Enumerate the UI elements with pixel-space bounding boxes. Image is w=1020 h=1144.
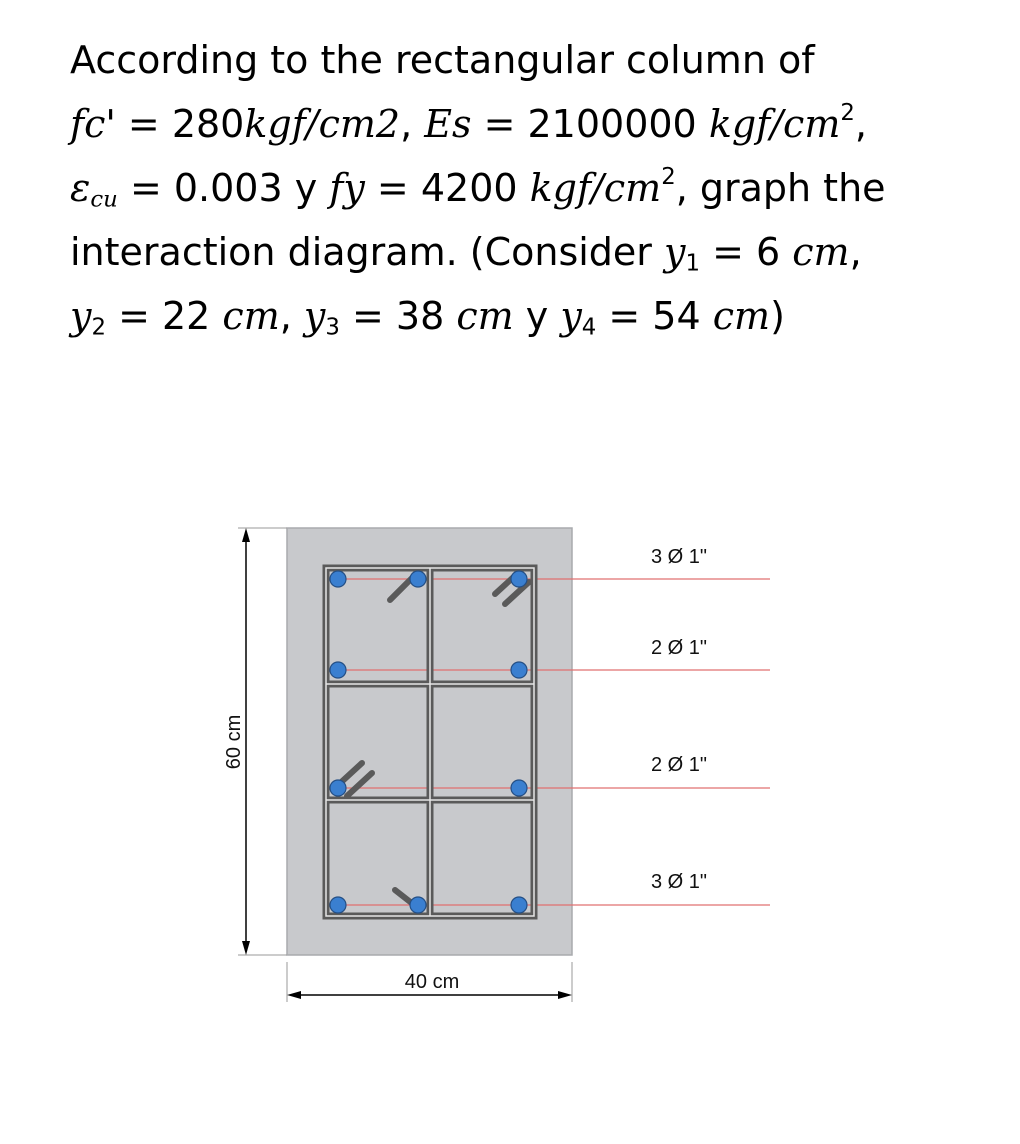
y2-subscript: 2 — [91, 314, 106, 341]
ecu-subscript: cu — [90, 186, 118, 213]
arrow-down-icon — [242, 941, 250, 955]
fy-unit: kgf/cm — [529, 166, 662, 210]
ecu-symbol: ε — [70, 166, 91, 210]
width-dimension — [287, 962, 572, 1002]
y1-subscript: 1 — [685, 250, 700, 277]
fc-unit: kgf/cm2 — [244, 102, 401, 146]
bar-row-label-4: 3 Ø 1" — [651, 871, 708, 893]
fy-exponent: 2 — [661, 163, 676, 190]
fc-equals: = — [115, 102, 172, 146]
fc-prime: ' — [105, 102, 116, 146]
height-dimension — [223, 528, 287, 955]
rebar — [330, 897, 346, 913]
bar-row-label-2: 2 Ø 1" — [651, 637, 708, 659]
y4-equals: = 54 — [596, 294, 713, 338]
separator: , — [849, 230, 862, 274]
es-unit: kgf/cm — [708, 102, 841, 146]
es-symbol: Es — [424, 102, 472, 146]
connector-y: y — [513, 294, 561, 338]
arrow-up-icon — [242, 528, 250, 542]
es-value: 2100000 — [527, 102, 709, 146]
y2-equals: = 22 — [105, 294, 223, 338]
y1-unit: cm — [792, 230, 850, 274]
fy-equals: = 4200 — [364, 166, 530, 210]
arrow-right-icon — [558, 991, 572, 999]
width-label: 40 cm — [404, 971, 460, 993]
y2-unit: cm — [222, 294, 280, 338]
fc-value: 280 — [171, 102, 245, 146]
ecu-equals: = 0.003 y — [117, 166, 330, 210]
y3-symbol: y — [303, 294, 326, 338]
rebar — [511, 780, 527, 796]
fy-symbol: fy — [329, 166, 365, 210]
rebar — [410, 897, 426, 913]
rebar — [330, 662, 346, 678]
separator: , — [854, 102, 867, 146]
arrow-left-icon — [287, 991, 301, 999]
rebar — [511, 571, 527, 587]
es-equals: = — [471, 102, 528, 146]
closing-paren: ) — [770, 294, 785, 338]
bar-row-label-1: 3 Ø 1" — [651, 546, 708, 568]
separator: , — [279, 294, 304, 338]
y4-symbol: y — [560, 294, 582, 338]
y3-subscript: 3 — [325, 314, 340, 341]
fc-symbol: fc — [70, 102, 106, 146]
y4-subscript: 4 — [581, 314, 597, 341]
height-label: 60 cm — [223, 714, 245, 770]
rebar — [511, 662, 527, 678]
y1-symbol: y — [664, 230, 686, 274]
y4-unit: cm — [712, 294, 771, 338]
y2-symbol: y — [70, 294, 92, 338]
rebar — [511, 897, 527, 913]
y3-equals: = 38 — [339, 294, 457, 338]
y3-unit: cm — [456, 294, 514, 338]
rebar — [330, 571, 346, 587]
bar-row-label-3: 2 Ø 1" — [651, 754, 708, 776]
line-3-tail: , graph the — [675, 166, 886, 210]
rebar — [410, 571, 426, 587]
line-4-text: interaction diagram. (Consider — [70, 230, 665, 274]
y1-equals: = 6 — [700, 230, 793, 274]
intro-text: According to the rectangular column of — [70, 38, 815, 82]
separator: , — [400, 102, 425, 146]
es-exponent: 2 — [840, 99, 855, 126]
rebar — [330, 780, 346, 796]
